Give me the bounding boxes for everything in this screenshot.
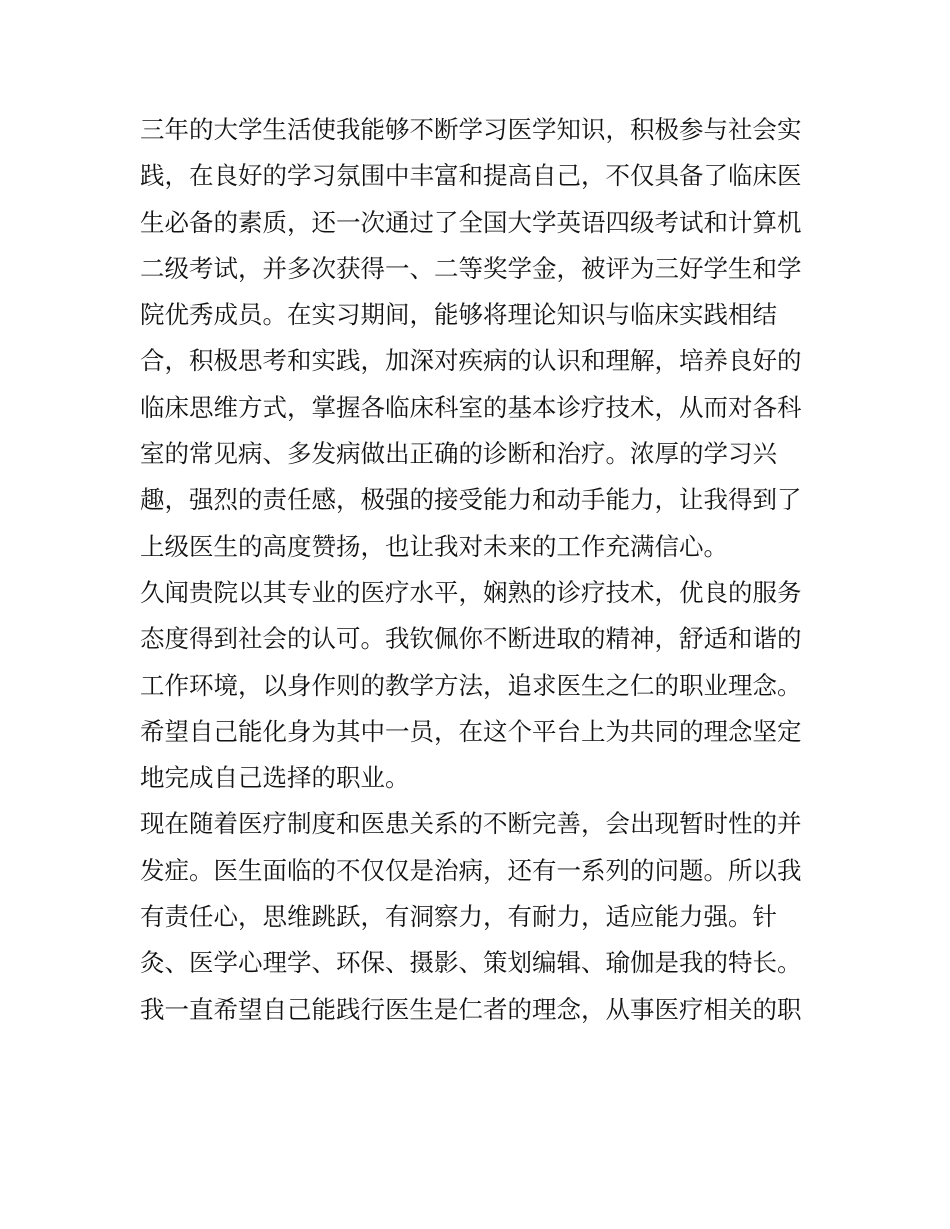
text-line: 院优秀成员。在实习期间，能够将理论知识与临床实践相结 (140, 300, 777, 330)
text-line: 临床思维方式，掌握各临床科室的基本诊疗技术，从而对各科 (140, 392, 802, 422)
text-line: 室的常见病、多发病做出正确的诊断和治疗。浓厚的学习兴 (140, 439, 777, 469)
text-line: 趣，强烈的责任感，极强的接受能力和动手能力，让我得到了 (140, 485, 802, 515)
text-line: 发症。医生面临的不仅仅是治病，还有一系列的问题。所以我 (140, 855, 802, 885)
text-line: 我一直希望自己能践行医生是仁者的理念，从事医疗相关的职 (140, 994, 802, 1024)
text-line: 现在随着医疗制度和医患关系的不断完善，会出现暂时性的并 (140, 809, 802, 839)
text-line: 希望自己能化身为其中一员，在这个平台上为共同的理念坚定 (140, 716, 802, 746)
text-line: 地完成自己选择的职业。 (140, 763, 410, 793)
text-line: 态度得到社会的认可。我钦佩你不断进取的精神，舒适和谐的 (140, 624, 802, 654)
text-line: 上级医生的高度赞扬，也让我对未来的工作充满信心。 (140, 531, 728, 561)
text-line: 生必备的素质，还一次通过了全国大学英语四级考试和计算机 (140, 207, 802, 237)
text-line: 践，在良好的学习氛围中丰富和提高自己，不仅具备了临床医 (140, 161, 802, 191)
body-text (140, 107, 820, 1033)
text-line: 灸、医学心理学、环保、摄影、策划编辑、瑜伽是我的特长。 (140, 948, 802, 978)
text-line: 久闻贵院以其专业的医疗水平，娴熟的诊疗技术，优良的服务 (140, 577, 802, 607)
text-line: 工作环境，以身作则的教学方法，追求医生之仁的职业理念。 (140, 670, 802, 700)
text-line: 有责任心，思维跳跃，有洞察力，有耐力，适应能力强。针 (140, 902, 777, 932)
text-line: 二级考试，并多次获得一、二等奖学金，被评为三好学生和学 (140, 253, 802, 283)
text-line: 三年的大学生活使我能够不断学习医学知识，积极参与社会实 (140, 115, 802, 144)
text-line: 合，积极思考和实践，加深对疾病的认识和理解，培养良好的 (140, 346, 802, 376)
